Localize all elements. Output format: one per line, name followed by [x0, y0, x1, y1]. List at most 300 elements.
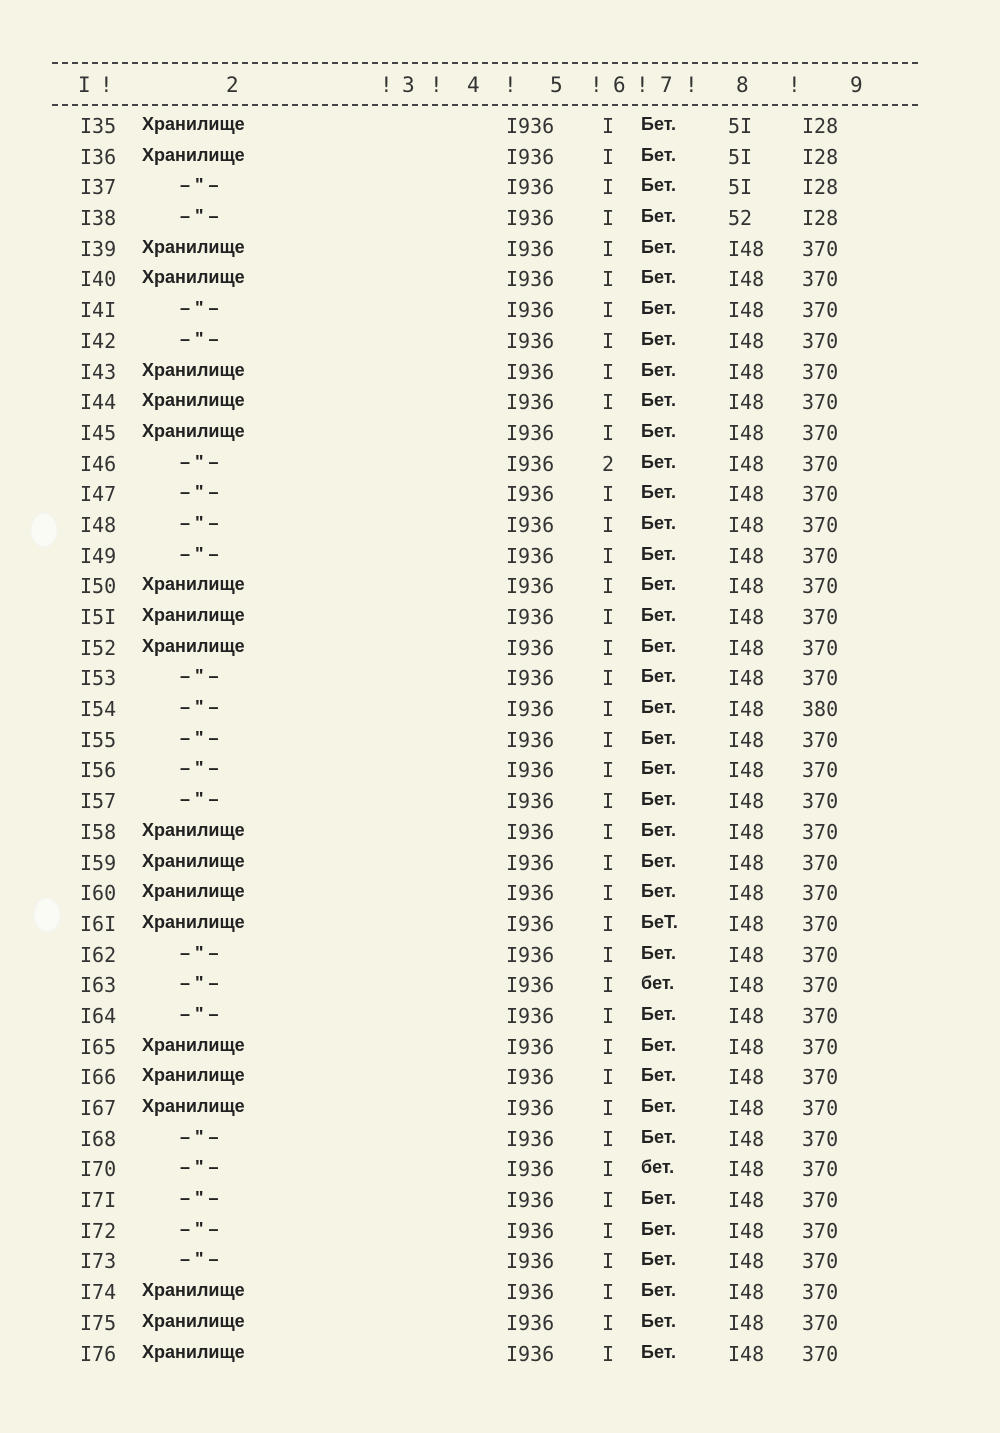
table-body	[0, 112, 1000, 1370]
column-8-value: I48	[728, 512, 765, 537]
header-sep: !	[430, 73, 443, 97]
object-name: – " –	[180, 727, 219, 748]
column-8-value: I48	[728, 911, 765, 936]
column-8-value: I48	[728, 328, 765, 353]
year-built: I936	[506, 1218, 555, 1243]
column-8-value: I48	[728, 881, 765, 906]
year-built: I936	[506, 1341, 555, 1366]
object-name: Хранилище	[142, 911, 245, 932]
record-number: I39	[80, 236, 117, 261]
material: Бет.	[641, 267, 676, 288]
column-9-value: 370	[802, 1096, 839, 1120]
year-built: I936	[506, 605, 555, 629]
material: Бет.	[641, 574, 676, 595]
table-row	[0, 112, 1000, 143]
object-name: – " –	[180, 697, 219, 718]
column-8-value: I48	[728, 635, 765, 660]
column-8-value: I48	[728, 973, 765, 998]
year-built: I936	[506, 727, 555, 752]
year-built: I936	[506, 298, 555, 323]
record-number: I40	[80, 267, 117, 292]
object-name: Хранилище	[142, 605, 245, 625]
object-name: – " –	[180, 1218, 219, 1239]
column-8-value: I48	[728, 666, 765, 691]
column-9-value: 370	[802, 942, 839, 967]
column-9-value: 370	[802, 1065, 839, 1090]
column-8-value: I48	[728, 390, 765, 415]
header-sep: !	[590, 73, 603, 97]
year-built: I936	[506, 789, 555, 814]
table-row	[0, 1002, 1000, 1033]
column-6-value: I	[602, 697, 615, 722]
year-built: I936	[506, 144, 555, 169]
table-row	[0, 173, 1000, 204]
year-built: I936	[506, 390, 555, 415]
column-6-value: I	[602, 850, 615, 875]
header-sep: !	[504, 73, 517, 97]
material: бет.	[641, 1157, 675, 1178]
material: Бет.	[641, 1034, 676, 1055]
object-name: – " –	[180, 1157, 219, 1178]
material: Бет.	[641, 1003, 676, 1024]
table-row	[0, 388, 1000, 419]
year-built: I936	[506, 328, 555, 353]
column-8-value: I48	[728, 1280, 765, 1305]
column-8-value: I48	[728, 1157, 765, 1182]
header-sep: !	[100, 73, 113, 97]
year-built: I936	[506, 758, 555, 783]
record-number: I65	[80, 1034, 117, 1059]
table-row	[0, 1094, 1000, 1125]
column-6-value: I	[602, 1310, 615, 1335]
year-built: I936	[506, 359, 555, 384]
material: Бет.	[641, 1280, 676, 1301]
header-col-6: 6	[613, 73, 626, 97]
column-6-value: I	[602, 359, 615, 384]
column-9-value: 370	[802, 482, 839, 507]
table-row	[0, 542, 1000, 573]
table-row	[0, 1155, 1000, 1186]
record-number: I66	[80, 1065, 117, 1090]
column-6-value: I	[602, 881, 615, 906]
material: Бет.	[641, 727, 676, 748]
material: Бет.	[641, 850, 676, 871]
material: Бет.	[641, 175, 676, 196]
object-name: Хранилище	[142, 390, 245, 411]
column-9-value: 370	[802, 1249, 839, 1274]
record-number: I57	[80, 789, 117, 814]
material: Бет.	[641, 482, 676, 503]
record-number: I63	[80, 973, 117, 998]
column-6-value: I	[602, 942, 615, 967]
column-8-value: I48	[728, 1096, 765, 1120]
column-9-value: 370	[802, 298, 839, 323]
column-6-value: I	[602, 574, 615, 599]
column-9-value: 370	[802, 727, 839, 752]
table-row	[0, 1247, 1000, 1278]
column-9-value: 370	[802, 666, 839, 691]
column-6-value: I	[602, 512, 615, 537]
object-name: Хранилище	[142, 1065, 245, 1086]
material: Бет.	[641, 635, 676, 656]
column-9-value: 380	[802, 697, 839, 722]
table-row	[0, 695, 1000, 726]
object-name: Хранилище	[142, 1310, 245, 1331]
year-built: I936	[506, 267, 555, 292]
column-9-value: 370	[802, 543, 839, 568]
column-8-value: I48	[728, 1341, 765, 1366]
column-9-value: 370	[802, 1157, 839, 1182]
column-9-value: I28	[802, 175, 839, 200]
header-col-7: 7	[660, 73, 673, 97]
year-built: I936	[506, 236, 555, 261]
column-8-value: I48	[728, 574, 765, 599]
column-6-value: I	[602, 1065, 615, 1090]
column-9-value: 370	[802, 973, 839, 998]
header-col-3: 3	[402, 73, 415, 97]
column-9-value: 370	[802, 267, 839, 292]
material: Бет.	[641, 1126, 676, 1147]
table-row	[0, 296, 1000, 327]
table-row	[0, 664, 1000, 695]
column-6-value: I	[602, 144, 615, 169]
column-9-value: 370	[802, 1280, 839, 1305]
table-row	[0, 419, 1000, 450]
table-row	[0, 450, 1000, 481]
column-9-value: 370	[802, 390, 839, 415]
column-8-value: I48	[728, 1065, 765, 1090]
object-name: Хранилище	[142, 819, 245, 840]
column-9-value: 370	[802, 236, 839, 261]
record-number: I43	[80, 359, 117, 384]
object-name: – " –	[180, 512, 219, 533]
table-row	[0, 511, 1000, 542]
material: Бет.	[641, 789, 676, 810]
table-row	[0, 910, 1000, 941]
table-row	[0, 265, 1000, 296]
record-number: I55	[80, 727, 117, 752]
record-number: I64	[80, 1003, 117, 1028]
record-number: I58	[80, 819, 117, 844]
column-8-value: I48	[728, 1249, 765, 1274]
object-name: – " –	[180, 942, 219, 963]
year-built: I936	[506, 1157, 555, 1182]
table-row	[0, 879, 1000, 910]
table-header	[52, 62, 918, 106]
column-6-value: I	[602, 543, 615, 568]
record-number: I75	[80, 1310, 117, 1335]
column-8-value: I48	[728, 1126, 765, 1151]
material: Бет.	[641, 206, 676, 227]
header-col-8: 8	[736, 73, 749, 97]
table-row	[0, 941, 1000, 972]
table-row	[0, 1278, 1000, 1309]
column-9-value: 370	[802, 911, 839, 936]
material: Бет.	[641, 666, 676, 687]
record-number: I46	[80, 451, 117, 476]
column-6-value: I	[602, 267, 615, 292]
record-number: I36	[80, 144, 117, 169]
material: БеТ.	[641, 911, 678, 932]
column-6-value: I	[602, 758, 615, 783]
record-number: I35	[80, 114, 117, 138]
column-8-value: I48	[728, 359, 765, 384]
record-number: I60	[80, 881, 117, 906]
object-name: – " –	[180, 1249, 219, 1270]
year-built: I936	[506, 1034, 555, 1059]
record-number: I6I	[80, 911, 117, 936]
table-row	[0, 1217, 1000, 1248]
column-6-value: I	[602, 911, 615, 936]
column-8-value: I48	[728, 1218, 765, 1243]
material: Бет.	[641, 359, 676, 380]
material: Бет.	[641, 1188, 676, 1209]
year-built: I936	[506, 1003, 555, 1028]
year-built: I936	[506, 512, 555, 537]
record-number: I56	[80, 758, 117, 783]
year-built: I936	[506, 911, 555, 936]
object-name: Хранилище	[142, 236, 245, 257]
column-8-value: I48	[728, 1188, 765, 1213]
column-8-value: I48	[728, 850, 765, 875]
column-6-value: I	[602, 1126, 615, 1151]
material: Бет.	[641, 114, 676, 134]
record-number: I72	[80, 1218, 117, 1243]
year-built: I936	[506, 881, 555, 906]
year-built: I936	[506, 635, 555, 660]
record-number: I54	[80, 697, 117, 722]
column-6-value: I	[602, 1341, 615, 1366]
year-built: I936	[506, 973, 555, 998]
record-number: I53	[80, 666, 117, 691]
column-8-value: I48	[728, 1034, 765, 1059]
table-row	[0, 143, 1000, 174]
column-6-value: I	[602, 666, 615, 691]
column-6-value: I	[602, 298, 615, 323]
column-8-value: I48	[728, 267, 765, 292]
material: Бет.	[641, 451, 676, 472]
column-8-value: I48	[728, 236, 765, 261]
object-name: Хранилище	[142, 267, 245, 288]
year-built: I936	[506, 114, 555, 138]
record-number: I49	[80, 543, 117, 568]
material: Бет.	[641, 605, 676, 625]
column-6-value: I	[602, 1249, 615, 1274]
column-8-value: 5I	[728, 175, 753, 200]
record-number: I73	[80, 1249, 117, 1274]
column-6-value: I	[602, 236, 615, 261]
table-row	[0, 1186, 1000, 1217]
object-name: – " –	[180, 206, 219, 227]
table-row	[0, 1063, 1000, 1094]
record-number: I38	[80, 206, 117, 231]
column-8-value: I48	[728, 605, 765, 629]
column-9-value: 370	[802, 328, 839, 353]
material: бет.	[641, 973, 675, 994]
column-9-value: 370	[802, 1310, 839, 1335]
object-name: – " –	[180, 1003, 219, 1024]
record-number: I45	[80, 420, 117, 445]
column-6-value: I	[602, 482, 615, 507]
column-9-value: 370	[802, 819, 839, 844]
year-built: I936	[506, 1249, 555, 1274]
year-built: I936	[506, 942, 555, 967]
year-built: I936	[506, 1280, 555, 1305]
year-built: I936	[506, 420, 555, 445]
column-8-value: I48	[728, 1310, 765, 1335]
header-col-4: 4	[467, 73, 480, 97]
material: Бет.	[641, 1249, 676, 1270]
record-number: I48	[80, 512, 117, 537]
object-name: – " –	[180, 666, 219, 687]
column-8-value: I48	[728, 697, 765, 722]
table-row	[0, 327, 1000, 358]
object-name: – " –	[180, 482, 219, 503]
table-row	[0, 818, 1000, 849]
column-9-value: 370	[802, 1188, 839, 1213]
year-built: I936	[506, 666, 555, 691]
material: Бет.	[641, 543, 676, 564]
material: Бет.	[641, 942, 676, 963]
table-row	[0, 1125, 1000, 1156]
column-6-value: I	[602, 1003, 615, 1028]
table-row	[0, 235, 1000, 266]
object-name: Хранилище	[142, 574, 245, 595]
object-name: – " –	[180, 1188, 219, 1209]
column-6-value: I	[602, 206, 615, 231]
column-6-value: I	[602, 789, 615, 814]
object-name: – " –	[180, 451, 219, 472]
record-number: I7I	[80, 1188, 117, 1213]
column-9-value: 370	[802, 451, 839, 476]
header-sep: !	[788, 73, 801, 97]
header-col-1: I	[78, 73, 91, 97]
column-9-value: 370	[802, 359, 839, 384]
column-8-value: I48	[728, 482, 765, 507]
column-6-value: I	[602, 973, 615, 998]
year-built: I936	[506, 1188, 555, 1213]
material: Бет.	[641, 298, 676, 319]
year-built: I936	[506, 451, 555, 476]
column-8-value: 5I	[728, 114, 753, 138]
table-row	[0, 1340, 1000, 1371]
object-name: Хранилище	[142, 1096, 245, 1116]
table-row	[0, 204, 1000, 235]
material: Бет.	[641, 697, 676, 718]
header-sep: !	[380, 73, 393, 97]
material: Бет.	[641, 1341, 676, 1362]
object-name: – " –	[180, 973, 219, 994]
record-number: I50	[80, 574, 117, 599]
column-9-value: 370	[802, 512, 839, 537]
year-built: I936	[506, 482, 555, 507]
table-row	[0, 726, 1000, 757]
column-9-value: 370	[802, 850, 839, 875]
column-8-value: 52	[728, 206, 753, 231]
column-9-value: 370	[802, 1341, 839, 1366]
object-name: – " –	[180, 175, 219, 196]
record-number: I5I	[80, 605, 117, 629]
column-6-value: I	[602, 1157, 615, 1182]
header-col-5: 5	[550, 73, 563, 97]
column-6-value: I	[602, 1188, 615, 1213]
record-number: I76	[80, 1341, 117, 1366]
material: Бет.	[641, 328, 676, 349]
column-6-value: I	[602, 1280, 615, 1305]
year-built: I936	[506, 206, 555, 231]
object-name: Хранилище	[142, 144, 245, 165]
material: Бет.	[641, 420, 676, 441]
year-built: I936	[506, 574, 555, 599]
column-9-value: I28	[802, 114, 839, 138]
column-6-value: I	[602, 1034, 615, 1059]
year-built: I936	[506, 819, 555, 844]
material: Бет.	[641, 390, 676, 411]
table-row	[0, 358, 1000, 389]
material: Бет.	[641, 819, 676, 840]
object-name: Хранилище	[142, 359, 245, 380]
year-built: I936	[506, 1310, 555, 1335]
object-name: Хранилище	[142, 114, 245, 134]
year-built: I936	[506, 1126, 555, 1151]
column-9-value: I28	[802, 144, 839, 169]
object-name: Хранилище	[142, 635, 245, 656]
record-number: I44	[80, 390, 117, 415]
material: Бет.	[641, 512, 676, 533]
object-name: – " –	[180, 328, 219, 349]
column-9-value: 370	[802, 420, 839, 445]
column-9-value: 370	[802, 1218, 839, 1243]
column-6-value: I	[602, 1218, 615, 1243]
record-number: I47	[80, 482, 117, 507]
column-8-value: I48	[728, 819, 765, 844]
material: Бет.	[641, 758, 676, 779]
record-number: I74	[80, 1280, 117, 1305]
table-row	[0, 787, 1000, 818]
column-9-value: 370	[802, 789, 839, 814]
year-built: I936	[506, 850, 555, 875]
column-8-value: I48	[728, 942, 765, 967]
column-6-value: I	[602, 420, 615, 445]
year-built: I936	[506, 697, 555, 722]
material: Бет.	[641, 144, 676, 165]
header-sep: !	[685, 73, 698, 97]
column-6-value: I	[602, 328, 615, 353]
column-8-value: I48	[728, 1003, 765, 1028]
column-8-value: I48	[728, 758, 765, 783]
record-number: I68	[80, 1126, 117, 1151]
column-8-value: 5I	[728, 144, 753, 169]
table-row	[0, 634, 1000, 665]
header-col-9: 9	[850, 73, 863, 97]
object-name: Хранилище	[142, 1034, 245, 1055]
table-row	[0, 480, 1000, 511]
column-6-value: I	[602, 819, 615, 844]
year-built: I936	[506, 1096, 555, 1120]
column-6-value: I	[602, 605, 615, 629]
table-row	[0, 1033, 1000, 1064]
material: Бет.	[641, 1096, 676, 1116]
material: Бет.	[641, 881, 676, 902]
column-9-value: 370	[802, 758, 839, 783]
table-row	[0, 849, 1000, 880]
column-6-value: I	[602, 175, 615, 200]
column-9-value: 370	[802, 881, 839, 906]
column-8-value: I48	[728, 727, 765, 752]
column-9-value: 370	[802, 1126, 839, 1151]
record-number: I67	[80, 1096, 117, 1120]
material: Бет.	[641, 1065, 676, 1086]
